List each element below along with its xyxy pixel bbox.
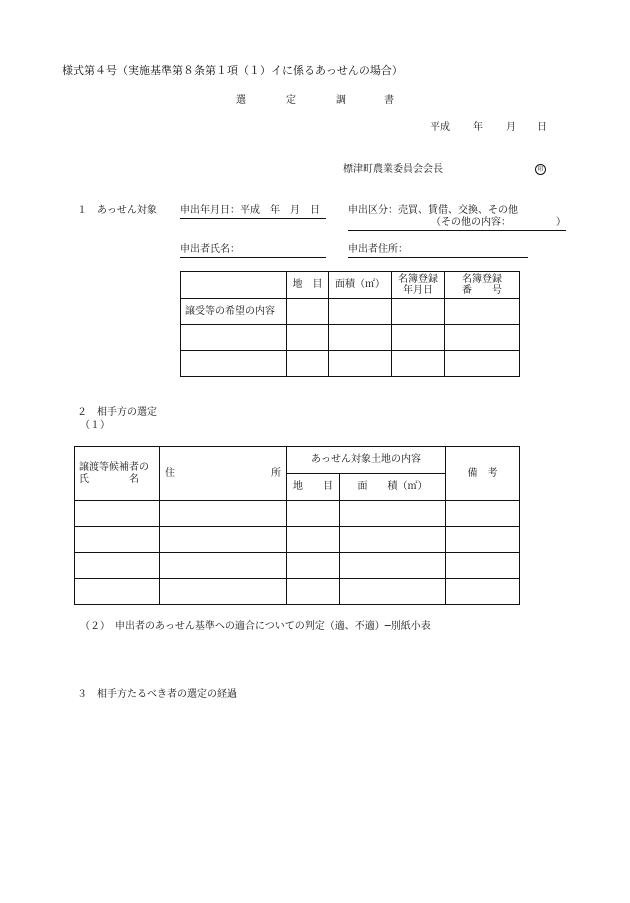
table-header-blank bbox=[181, 272, 287, 299]
table-cell bbox=[445, 299, 520, 325]
date-day: 日 bbox=[537, 122, 547, 133]
apply-date-field: 申出年月日：平成 年 月 日 bbox=[180, 206, 326, 219]
seal-mark bbox=[535, 164, 546, 175]
table-cell bbox=[160, 579, 287, 605]
applicant-address-field: 申出者住所： bbox=[348, 245, 528, 258]
table-cell bbox=[160, 527, 287, 553]
table-cell bbox=[287, 351, 329, 377]
table-cell bbox=[160, 553, 287, 579]
table-cell bbox=[445, 351, 520, 377]
doc-heading-char: 調 bbox=[336, 95, 346, 106]
table-cell bbox=[287, 299, 329, 325]
table-cell bbox=[446, 553, 520, 579]
table-cell bbox=[392, 325, 445, 351]
table-cell bbox=[287, 553, 340, 579]
table-cell bbox=[340, 553, 446, 579]
table-cell bbox=[392, 351, 445, 377]
section3-label: ３ 相手方たるべき者の選定の経過 bbox=[77, 689, 237, 700]
col-land-type-header: 地 目 bbox=[287, 474, 340, 501]
addressee: 標津町農業委員会会長 bbox=[343, 164, 443, 175]
table-cell bbox=[392, 299, 445, 325]
section1-label: １ あっせん対象 bbox=[77, 205, 157, 216]
table-cell bbox=[446, 501, 520, 527]
table-cell bbox=[287, 501, 340, 527]
apply-type-field: 申出区分：売買、賃借、交換、その他 bbox=[348, 205, 518, 216]
applicant-name-field: 申出者氏名： bbox=[180, 245, 326, 258]
table-cell bbox=[181, 351, 287, 377]
table-cell bbox=[446, 579, 520, 605]
col-address-left: 住 bbox=[165, 467, 175, 479]
table-cell bbox=[445, 325, 520, 351]
form-title: 様式第４号（実施基準第８条第１項（１）イに係るあっせんの場合） bbox=[62, 64, 403, 77]
doc-heading-char: 選 bbox=[236, 95, 246, 106]
candidate-table bbox=[74, 446, 520, 605]
table-cell bbox=[75, 501, 160, 527]
table-cell bbox=[287, 325, 329, 351]
table-cell bbox=[75, 527, 160, 553]
table-cell bbox=[340, 579, 446, 605]
table-cell bbox=[75, 579, 160, 605]
section2-label: ２ 相手方の選定 bbox=[77, 407, 157, 418]
doc-heading-char: 定 bbox=[286, 95, 296, 106]
section2-sub1: （１） bbox=[80, 420, 110, 431]
table-header: 名簿登録 年月日 bbox=[392, 272, 445, 299]
col-candidate-header: 譲渡等候補者の 氏 名 bbox=[75, 447, 160, 501]
apply-type-other-field: （その他の内容： ） bbox=[348, 218, 566, 231]
table-cell bbox=[329, 325, 392, 351]
table-cell bbox=[160, 501, 287, 527]
section2-sub2: （２） 申出者のあっせん基準への適合についての判定（適、不適）─別紙小表 bbox=[80, 621, 431, 632]
table-cell bbox=[287, 579, 340, 605]
col-address-right: 所 bbox=[271, 467, 281, 479]
table-header: 面積（㎡） bbox=[329, 272, 392, 299]
col-address-header bbox=[160, 447, 287, 501]
date-month: 月 bbox=[506, 122, 516, 133]
table-cell bbox=[181, 325, 287, 351]
doc-heading-char: 書 bbox=[384, 95, 394, 106]
table-header: 地 目 bbox=[287, 272, 329, 299]
row-label: 譲受等の希望の内容 bbox=[181, 299, 287, 325]
col-remarks-header: 備 考 bbox=[446, 447, 520, 501]
table-header: 名簿登録 番 号 bbox=[445, 272, 520, 299]
date-year: 年 bbox=[473, 122, 483, 133]
table-cell bbox=[340, 501, 446, 527]
table-cell bbox=[329, 299, 392, 325]
col-land-header: あっせん対象土地の内容 bbox=[287, 447, 446, 474]
date-era: 平成 bbox=[430, 122, 450, 133]
table-cell bbox=[446, 527, 520, 553]
desired-land-table bbox=[180, 271, 520, 377]
seal-icon: 印 bbox=[535, 164, 546, 175]
table-cell bbox=[329, 351, 392, 377]
col-land-area-header: 面 積（㎡） bbox=[340, 474, 446, 501]
table-cell bbox=[287, 527, 340, 553]
table-cell bbox=[340, 527, 446, 553]
table-cell bbox=[75, 553, 160, 579]
